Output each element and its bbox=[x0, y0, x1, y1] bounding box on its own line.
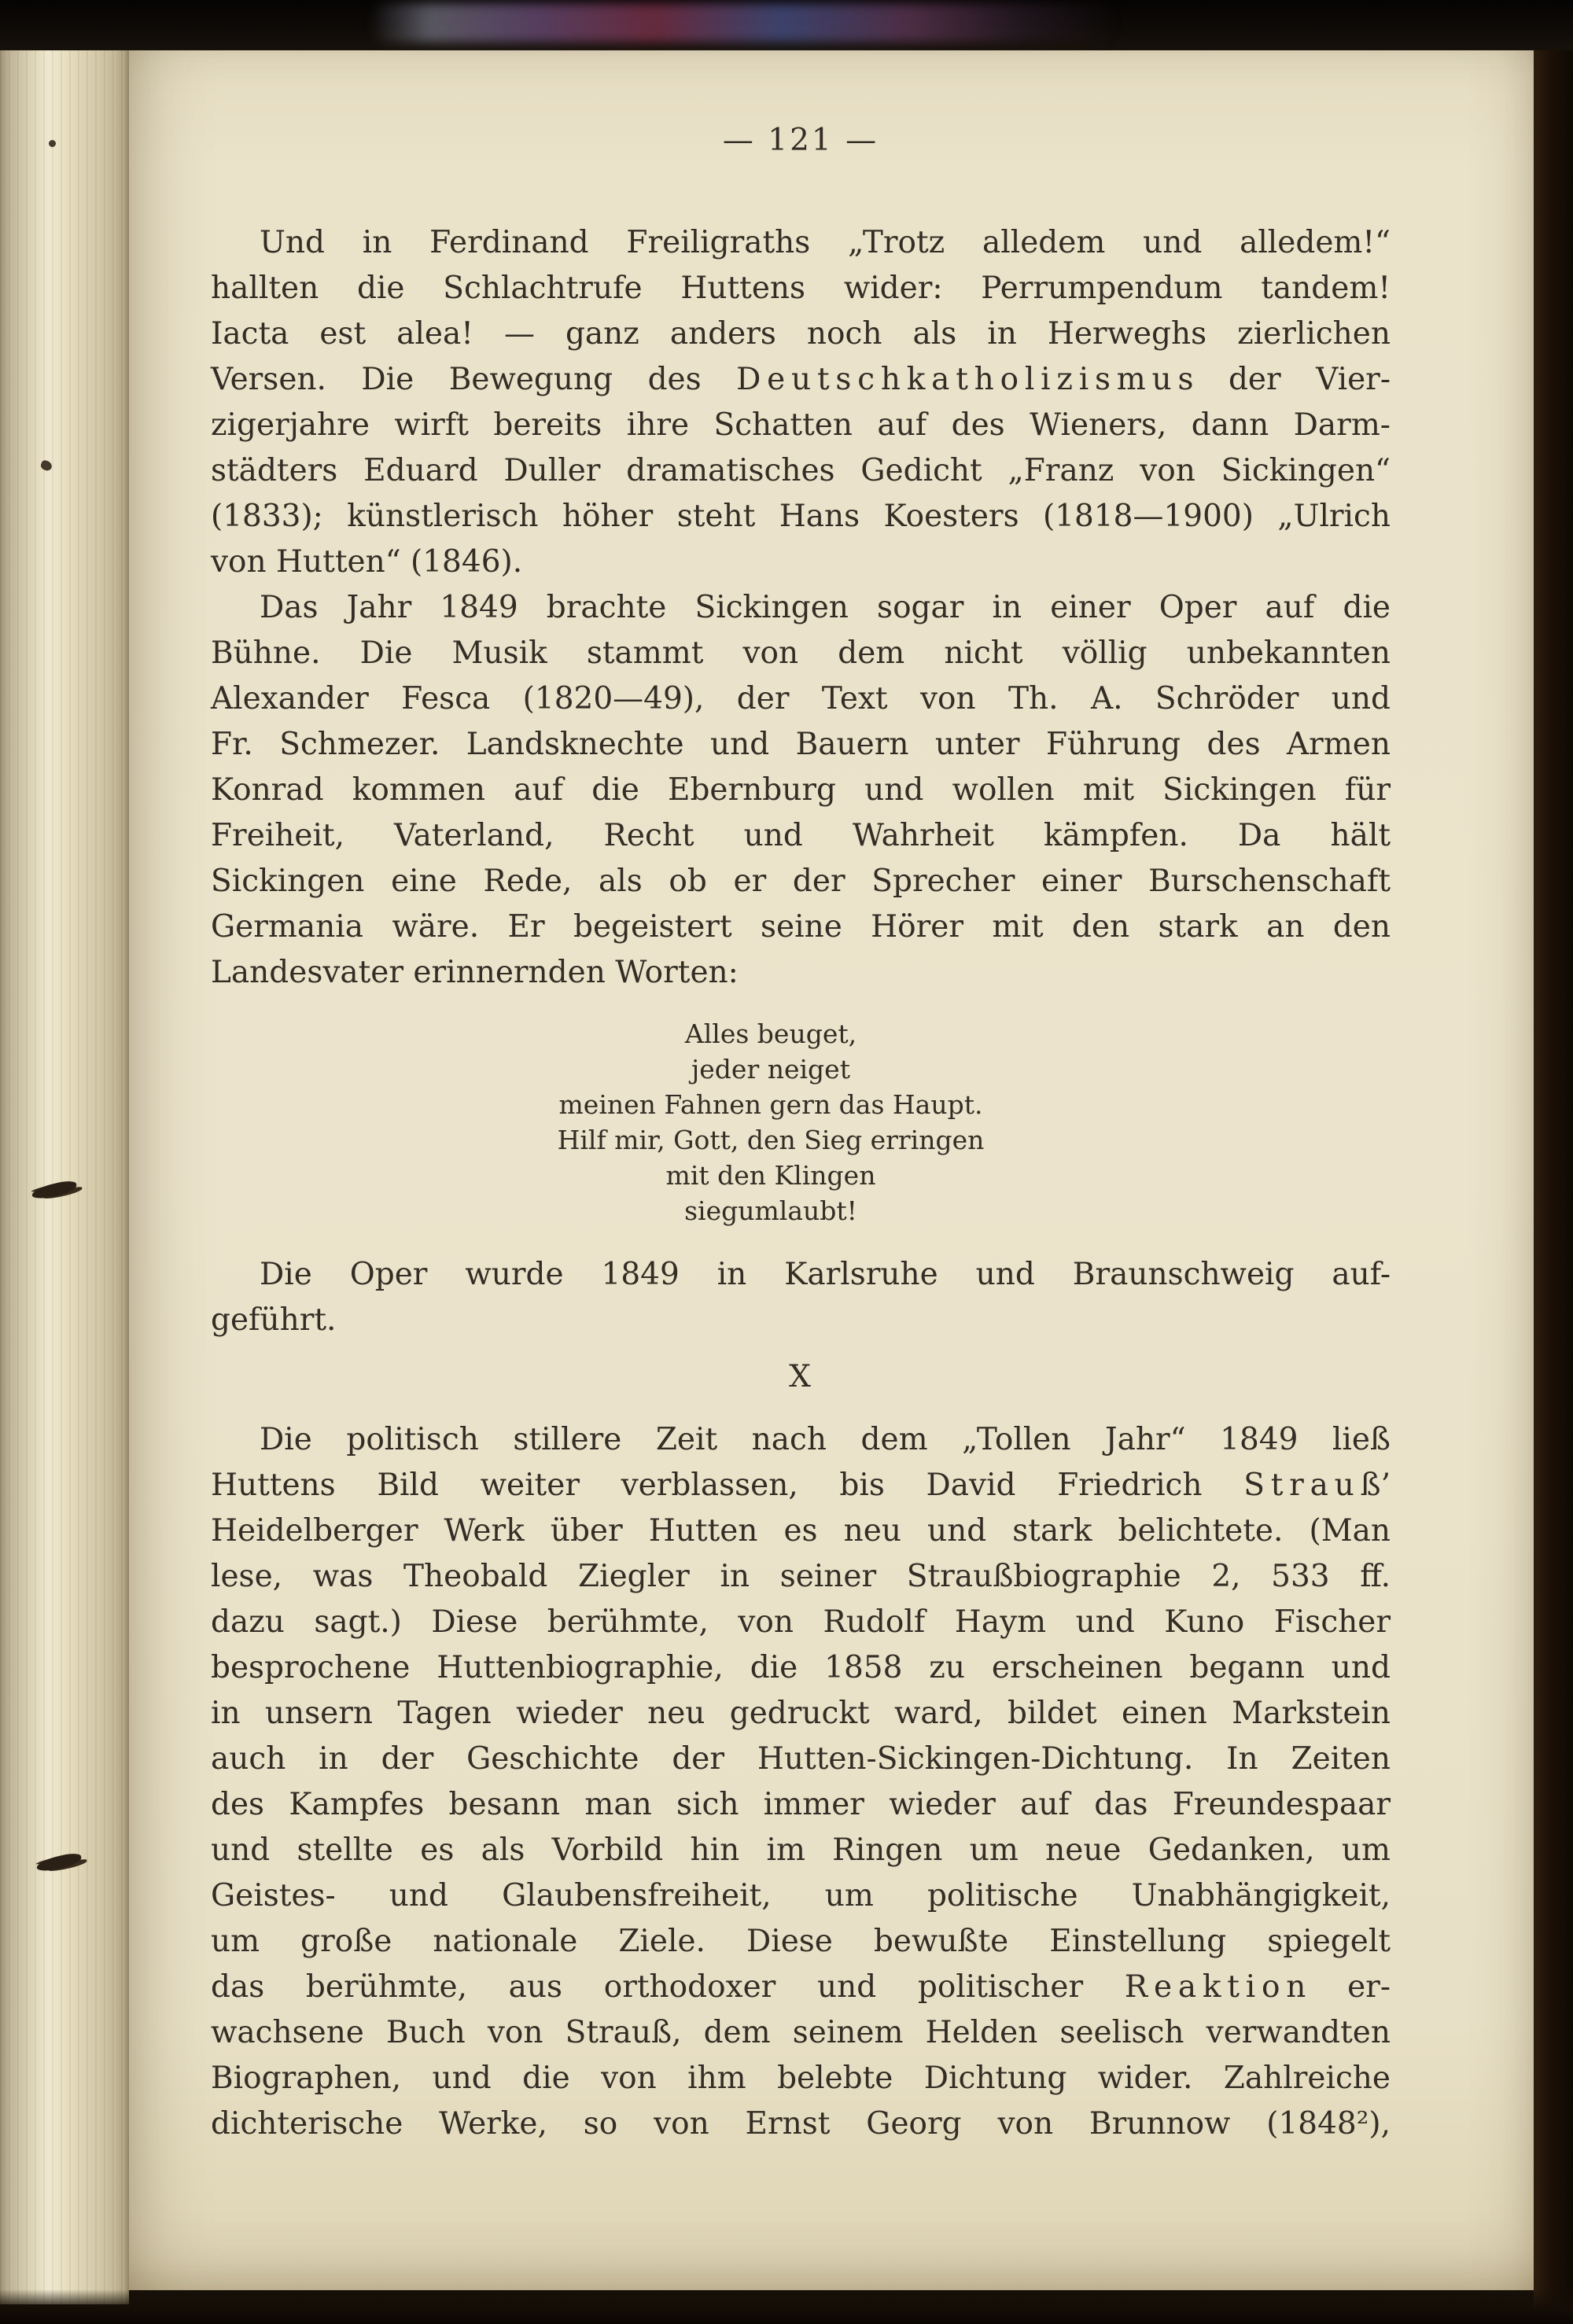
text-line: städters Eduard Duller dramatisches Gedicht „Franz von Sickingen“ bbox=[211, 453, 1391, 488]
verse-line: Hilf mir, Gott, den Sieg erringen bbox=[557, 1125, 985, 1155]
book-spine-top bbox=[0, 0, 1573, 50]
book-page-edges-left bbox=[0, 24, 129, 2304]
text-line: lese, was Theobald Ziegler in seiner Straußbiographie 2, 533 ff. bbox=[211, 1559, 1391, 1594]
verse-quote bbox=[211, 1016, 1391, 1228]
text-line: Iacta est alea! — ganz anders noch als in Herweghs zierlichen bbox=[211, 316, 1391, 352]
text-line: Geistes- und Glaubensfreiheit, um politische Unabhängigkeit, bbox=[211, 1878, 1391, 1913]
paragraph bbox=[211, 1417, 1391, 2147]
book-cover-edge-bottom bbox=[0, 2289, 1573, 2324]
text-line: Huttens Bild weiter verblassen, bis David Friedrich S t r a u ß’ bbox=[211, 1468, 1391, 1503]
verse-line: mit den Klingen bbox=[665, 1160, 876, 1191]
text-line: auch in der Geschichte der Hutten-Sickingen-Dichtung. In Zeiten bbox=[211, 1741, 1391, 1777]
verse-line: Alles beuget, bbox=[684, 1018, 857, 1049]
text-line: Und in Ferdinand Freiligraths „Trotz alledem und alledem!“ bbox=[260, 225, 1391, 260]
paragraph bbox=[211, 220, 1391, 585]
text-line: Freiheit, Vaterland, Recht und Wahrheit kämpfen. Da hält bbox=[211, 818, 1391, 853]
text-line: des Kampfes besann man sich immer wieder auf das Freundespaar bbox=[211, 1787, 1391, 1822]
book-cover-edge-right bbox=[1534, 0, 1573, 2324]
paragraph bbox=[211, 1252, 1391, 1343]
text-line: geführt. bbox=[211, 1302, 337, 1338]
text-line: Konrad kommen auf die Ebernburg und wollen mit Sickingen für bbox=[211, 772, 1391, 808]
text-line: Fr. Schmezer. Landsknechte und Bauern unter Führung des Armen bbox=[211, 727, 1391, 762]
text-line: Sickingen eine Rede, als ob er der Sprecher einer Burschenschaft bbox=[211, 864, 1391, 899]
text-line: in unsern Tagen wieder neu gedruckt ward, bildet einen Markstein bbox=[211, 1696, 1391, 1731]
text-line: Germania wäre. Er begeistert seine Hörer mit den stark an den bbox=[211, 909, 1391, 945]
text-line: Heidelberger Werk über Hutten es neu und stark belichtete. (Man bbox=[211, 1513, 1391, 1549]
text-line: (1833); künstlerisch höher steht Hans Koesters (1818—1900) „Ulrich bbox=[211, 499, 1391, 534]
text-line: und stellte es als Vorbild hin im Ringen um neue Gedanken, um bbox=[211, 1832, 1391, 1868]
text-line: Versen. Die Bewegung des D e u t s c h k a t h o l i z i s m u s der Vier- bbox=[211, 362, 1391, 397]
text-line: das berühmte, aus orthodoxer und politischer R e a k t i o n er- bbox=[211, 1969, 1391, 2005]
text-line: besprochene Huttenbiographie, die 1858 zu erscheinen begann und bbox=[211, 1650, 1391, 1685]
page-number: — 121 — bbox=[722, 123, 879, 158]
text-line: Die Oper wurde 1849 in Karlsruhe und Braunschweig auf- bbox=[260, 1257, 1391, 1292]
verse-line: jeder neiget bbox=[691, 1054, 850, 1085]
margin-speck bbox=[49, 140, 56, 147]
section-heading: X bbox=[789, 1359, 812, 1394]
body-text bbox=[211, 220, 1391, 2147]
text-line: Bühne. Die Musik stammt von dem nicht völlig unbekannten bbox=[211, 635, 1391, 671]
text-line: wachsene Buch von Strauß, dem seinem Helden seelisch verwandten bbox=[211, 2015, 1391, 2050]
text-line: um große nationale Ziele. Diese bewußte Einstellung spiegelt bbox=[211, 1924, 1391, 1959]
text-line: Landesvater erinnernden Worten: bbox=[211, 955, 739, 990]
spine-color-smudge bbox=[370, 3, 1117, 42]
text-line: Die politisch stillere Zeit nach dem „Tollen Jahr“ 1849 ließ bbox=[260, 1422, 1391, 1457]
text-line: Das Jahr 1849 brachte Sickingen sogar in einer Oper auf die bbox=[260, 590, 1391, 625]
text-line: Biographen, und die von ihm belebte Dichtung wider. Zahlreiche bbox=[211, 2061, 1391, 2096]
text-content bbox=[211, 118, 1391, 2147]
text-line: hallten die Schlachtrufe Huttens wider: Perrumpendum tandem! bbox=[211, 271, 1391, 306]
text-line: von Hutten“ (1846). bbox=[211, 544, 523, 580]
text-line: dazu sagt.) Diese berühmte, von Rudolf Haym und Kuno Fischer bbox=[211, 1604, 1391, 1640]
verse-line: meinen Fahnen gern das Haupt. bbox=[558, 1089, 983, 1120]
paragraph bbox=[211, 585, 1391, 996]
text-line: zigerjahre wirft bereits ihre Schatten auf des Wieners, dann Darm- bbox=[211, 407, 1391, 443]
text-line: dichterische Werke, so von Ernst Georg von Brunnow (1848²), bbox=[211, 2106, 1391, 2142]
verse-line: siegumlaubt! bbox=[684, 1195, 857, 1226]
text-line: Alexander Fesca (1820—49), der Text von Th. A. Schröder und bbox=[211, 681, 1391, 716]
